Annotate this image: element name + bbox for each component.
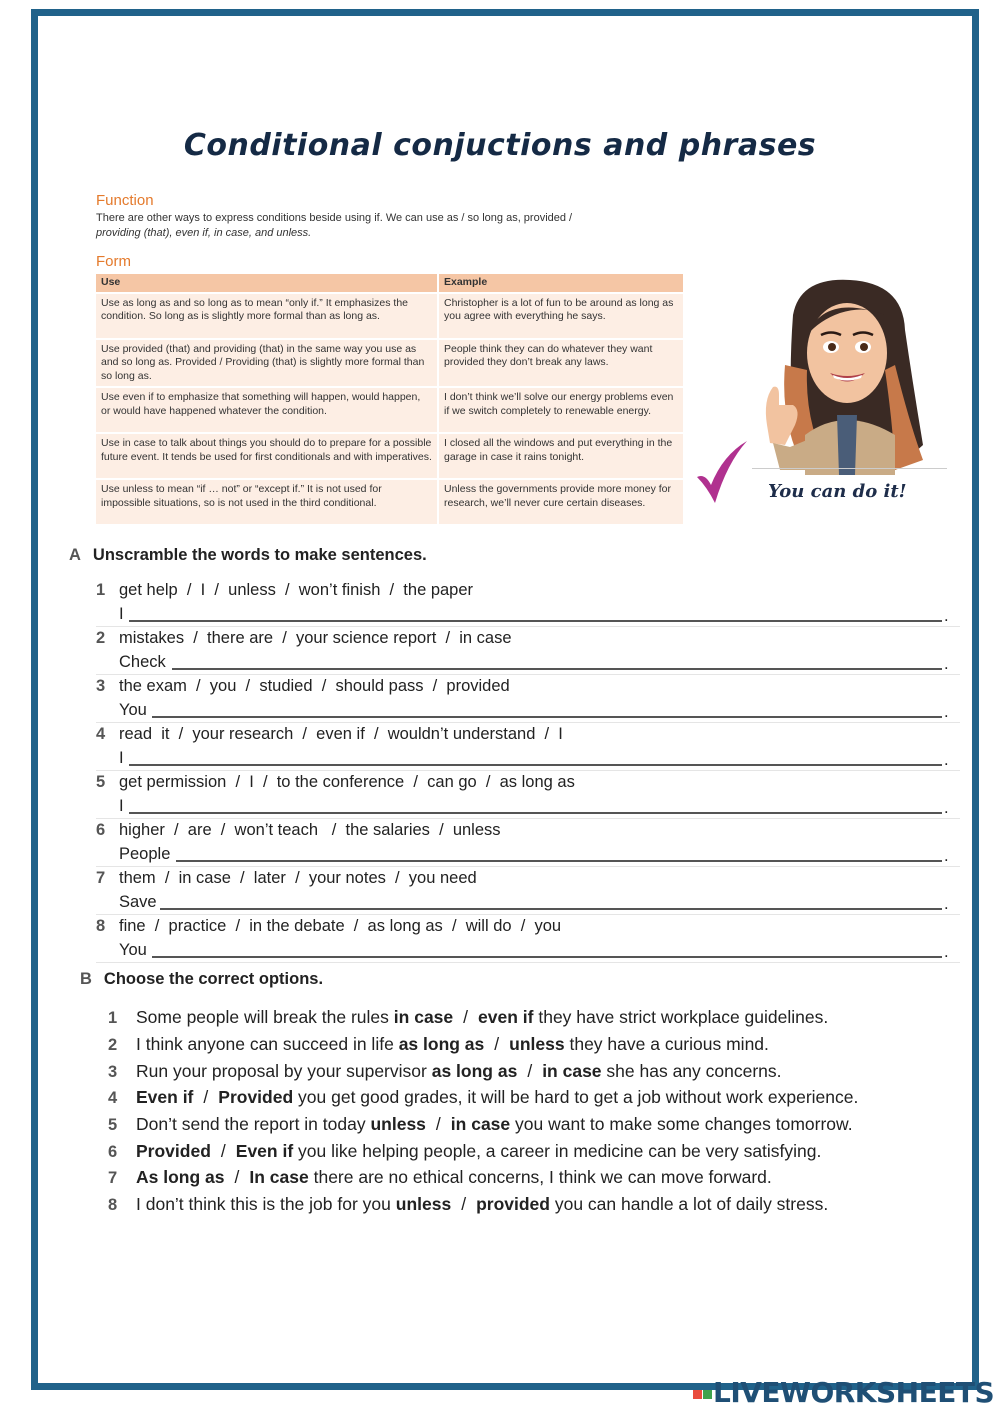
divider <box>96 626 960 627</box>
divider <box>96 866 960 867</box>
answer-line[interactable] <box>129 812 942 814</box>
sentence-after: she has any concerns. <box>606 1061 782 1081</box>
use-cell: Use in case to talk about things you should do to prepare for a possible future event. It tends be used for first conditionals and with imperatives. <box>96 433 438 479</box>
sentence-before: Don’t send the report in today <box>136 1114 366 1134</box>
option-2[interactable]: unless <box>509 1034 565 1054</box>
item-number: 8 <box>96 917 106 935</box>
logo-square-icon <box>703 1390 712 1399</box>
divider <box>752 468 947 469</box>
period: . <box>944 895 949 913</box>
example-cell: Christopher is a lot of fun to be around as long as you agree with everything he says. <box>438 293 684 339</box>
option-1[interactable]: as long as <box>398 1034 485 1054</box>
sentence-before: Some people will break the rules <box>136 1007 389 1027</box>
choice-item: 1 Some people will break the rules in case / even if they have strict workplace guidelines. <box>108 1007 829 1027</box>
scrambled-words: get permission / I / to the conference / can go / as long as <box>119 773 575 791</box>
sentence-start: You <box>119 701 147 719</box>
scrambled-words: read it / your research / even if / wouldn’t understand / I <box>119 725 563 743</box>
form-heading: Form <box>96 253 131 270</box>
table-row <box>96 293 684 339</box>
sentence-after: you like helping people, a career in medicine can be very satisfying. <box>298 1141 822 1161</box>
use-cell: Use as long as and so long as to mean “only if.” It emphasizes the condition. So long as is slightly more formal than as long as. <box>96 293 438 339</box>
answer-line[interactable] <box>176 860 942 862</box>
answer-line[interactable] <box>172 668 942 670</box>
option-1[interactable]: unless <box>395 1194 452 1214</box>
item-number: 1 <box>108 1009 118 1027</box>
sentence-start: You <box>119 941 147 959</box>
sentence-start: Save <box>119 893 157 911</box>
scrambled-words: the exam / you / studied / should pass / provided <box>119 677 510 695</box>
column-header-example: Example <box>438 274 684 293</box>
sentence-start: People <box>119 845 171 863</box>
section-b-heading <box>80 970 323 989</box>
sentence-start: I <box>119 605 124 623</box>
item-number: 5 <box>96 773 106 791</box>
sentence-after: they have strict workplace guidelines. <box>538 1007 829 1027</box>
divider <box>96 914 960 915</box>
choice-item: 2 I think anyone can succeed in life as long as / unless they have a curious mind. <box>108 1034 769 1054</box>
option-1[interactable]: As long as <box>136 1167 225 1187</box>
divider <box>96 818 960 819</box>
option-2[interactable]: even if <box>478 1007 534 1027</box>
item-number: 7 <box>96 869 106 887</box>
option-1[interactable]: as long as <box>431 1061 518 1081</box>
sentence-start: I <box>119 797 124 815</box>
sentence-start: Check <box>119 653 166 671</box>
choice-item: 8 I don’t think this is the job for you unless / provided you can handle a lot of daily stress. <box>108 1194 829 1214</box>
function-text-line2: providing (that), even if, in case, and unless. <box>96 227 312 239</box>
sentence-after: there are no ethical concerns, I think we can move forward. <box>313 1167 772 1187</box>
table-row <box>96 479 684 524</box>
scrambled-words: get help / I / unless / won’t finish / the paper <box>119 581 474 599</box>
item-number: 4 <box>108 1089 118 1107</box>
item-number: 2 <box>108 1036 118 1054</box>
item-number: 2 <box>96 629 106 647</box>
scrambled-words: fine / practice / in the debate / as long as / will do / you <box>119 917 562 935</box>
divider <box>96 962 960 963</box>
section-instruction: Unscramble the words to make sentences. <box>92 546 427 564</box>
item-number: 1 <box>96 581 106 599</box>
answer-line[interactable] <box>152 956 942 958</box>
option-2[interactable]: provided <box>476 1194 550 1214</box>
section-instruction: Choose the correct options. <box>103 970 324 988</box>
function-text <box>96 211 696 241</box>
scrambled-words: higher / are / won’t teach / the salaries / unless <box>119 821 501 839</box>
choice-item: 4 Even if / Provided you get good grades, it will be hard to get a job without work experience. <box>108 1087 859 1107</box>
divider <box>96 770 960 771</box>
option-2[interactable]: in case <box>542 1061 602 1081</box>
answer-line[interactable] <box>129 764 942 766</box>
answer-line[interactable] <box>129 620 942 622</box>
option-1[interactable]: Provided <box>136 1141 211 1161</box>
period: . <box>944 799 949 817</box>
column-header-use: Use <box>96 274 438 293</box>
option-2[interactable]: Provided <box>218 1087 294 1107</box>
divider <box>96 674 960 675</box>
item-number: 5 <box>108 1116 118 1134</box>
form-table <box>96 274 685 524</box>
example-cell: People think they can do whatever they want provided they don’t break any laws. <box>438 339 684 388</box>
choice-item: 7 As long as / In case there are no ethical concerns, I think we can move forward. <box>108 1167 772 1187</box>
sentence-after: you can handle a lot of daily stress. <box>554 1194 829 1214</box>
item-number: 3 <box>108 1063 118 1081</box>
table-row <box>96 387 684 433</box>
table-row <box>96 339 684 388</box>
logo-text: LIVEWORKSHEETS <box>713 1376 995 1409</box>
option-1[interactable]: Even if <box>136 1087 194 1107</box>
item-number: 6 <box>108 1143 118 1161</box>
table-row <box>96 433 684 479</box>
section-letter: B <box>80 970 92 988</box>
example-cell: Unless the governments provide more money for research, we’ll never cure certain diseases. <box>438 479 684 524</box>
item-number: 7 <box>108 1169 118 1187</box>
motivation-text: You can do it! <box>768 481 907 502</box>
sentence-before: I don’t think this is the job for you <box>136 1194 391 1214</box>
use-cell: Use even if to emphasize that something will happen, would happen, or would have happened whatever the condition. <box>96 387 438 433</box>
period: . <box>944 703 949 721</box>
choice-item: 5 Don’t send the report in today unless / in case you want to make some changes tomorrow. <box>108 1114 853 1134</box>
use-cell: Use provided (that) and providing (that) in the same way you use as and so long as. Provided / Providing (that) is slightly more formal than so long as. <box>96 339 438 388</box>
scrambled-words: them / in case / later / your notes / you need <box>119 869 477 887</box>
item-number: 8 <box>108 1196 118 1214</box>
option-2[interactable]: In case <box>249 1167 309 1187</box>
sentence-after: you get good grades, it will be hard to get a job without work experience. <box>298 1087 859 1107</box>
sentence-before: Run your proposal by your supervisor <box>136 1061 427 1081</box>
logo-square-icon <box>693 1390 702 1399</box>
item-number: 4 <box>96 725 106 743</box>
answer-line[interactable] <box>152 716 942 718</box>
choice-item: 6 Provided / Even if you like helping people, a career in medicine can be very satisfying. <box>108 1141 822 1161</box>
page-title: Conditional conjuctions and phrases <box>183 128 817 163</box>
function-heading: Function <box>96 192 154 209</box>
answer-line[interactable] <box>160 908 942 910</box>
use-cell: Use unless to mean “if … not” or “except if.” It is not used for impossible situations, so is not used in the third conditional. <box>96 479 438 524</box>
period: . <box>944 655 949 673</box>
option-1[interactable]: unless <box>370 1114 426 1134</box>
liveworksheets-logo[interactable] <box>693 1376 994 1409</box>
period: . <box>944 847 949 865</box>
option-1[interactable]: in case <box>393 1007 454 1027</box>
sentence-after: they have a curious mind. <box>569 1034 769 1054</box>
item-number: 3 <box>96 677 106 695</box>
period: . <box>944 751 949 769</box>
section-a-heading <box>69 546 427 565</box>
option-2[interactable]: Even if <box>235 1141 294 1161</box>
example-cell: I don’t think we’ll solve our energy problems even if we switch completely to renewable energy. <box>438 387 684 433</box>
section-letter: A <box>69 546 81 564</box>
option-2[interactable]: in case <box>450 1114 511 1134</box>
sentence-start: I <box>119 749 124 767</box>
divider <box>96 722 960 723</box>
item-number: 6 <box>96 821 106 839</box>
period: . <box>944 943 949 961</box>
scrambled-words: mistakes / there are / your science report / in case <box>119 629 512 647</box>
choice-item: 3 Run your proposal by your supervisor as long as / in case she has any concerns. <box>108 1061 782 1081</box>
example-cell: I closed all the windows and put everything in the garage in case it rains tonight. <box>438 433 684 479</box>
function-text-line1: There are other ways to express conditions beside using if. We can use as / so long as, provided / <box>96 212 573 224</box>
checkmark-icon <box>693 437 751 507</box>
period: . <box>944 607 949 625</box>
teacher-avatar-image <box>745 275 955 475</box>
sentence-after: you want to make some changes tomorrow. <box>515 1114 853 1134</box>
sentence-before: I think anyone can succeed in life <box>136 1034 394 1054</box>
